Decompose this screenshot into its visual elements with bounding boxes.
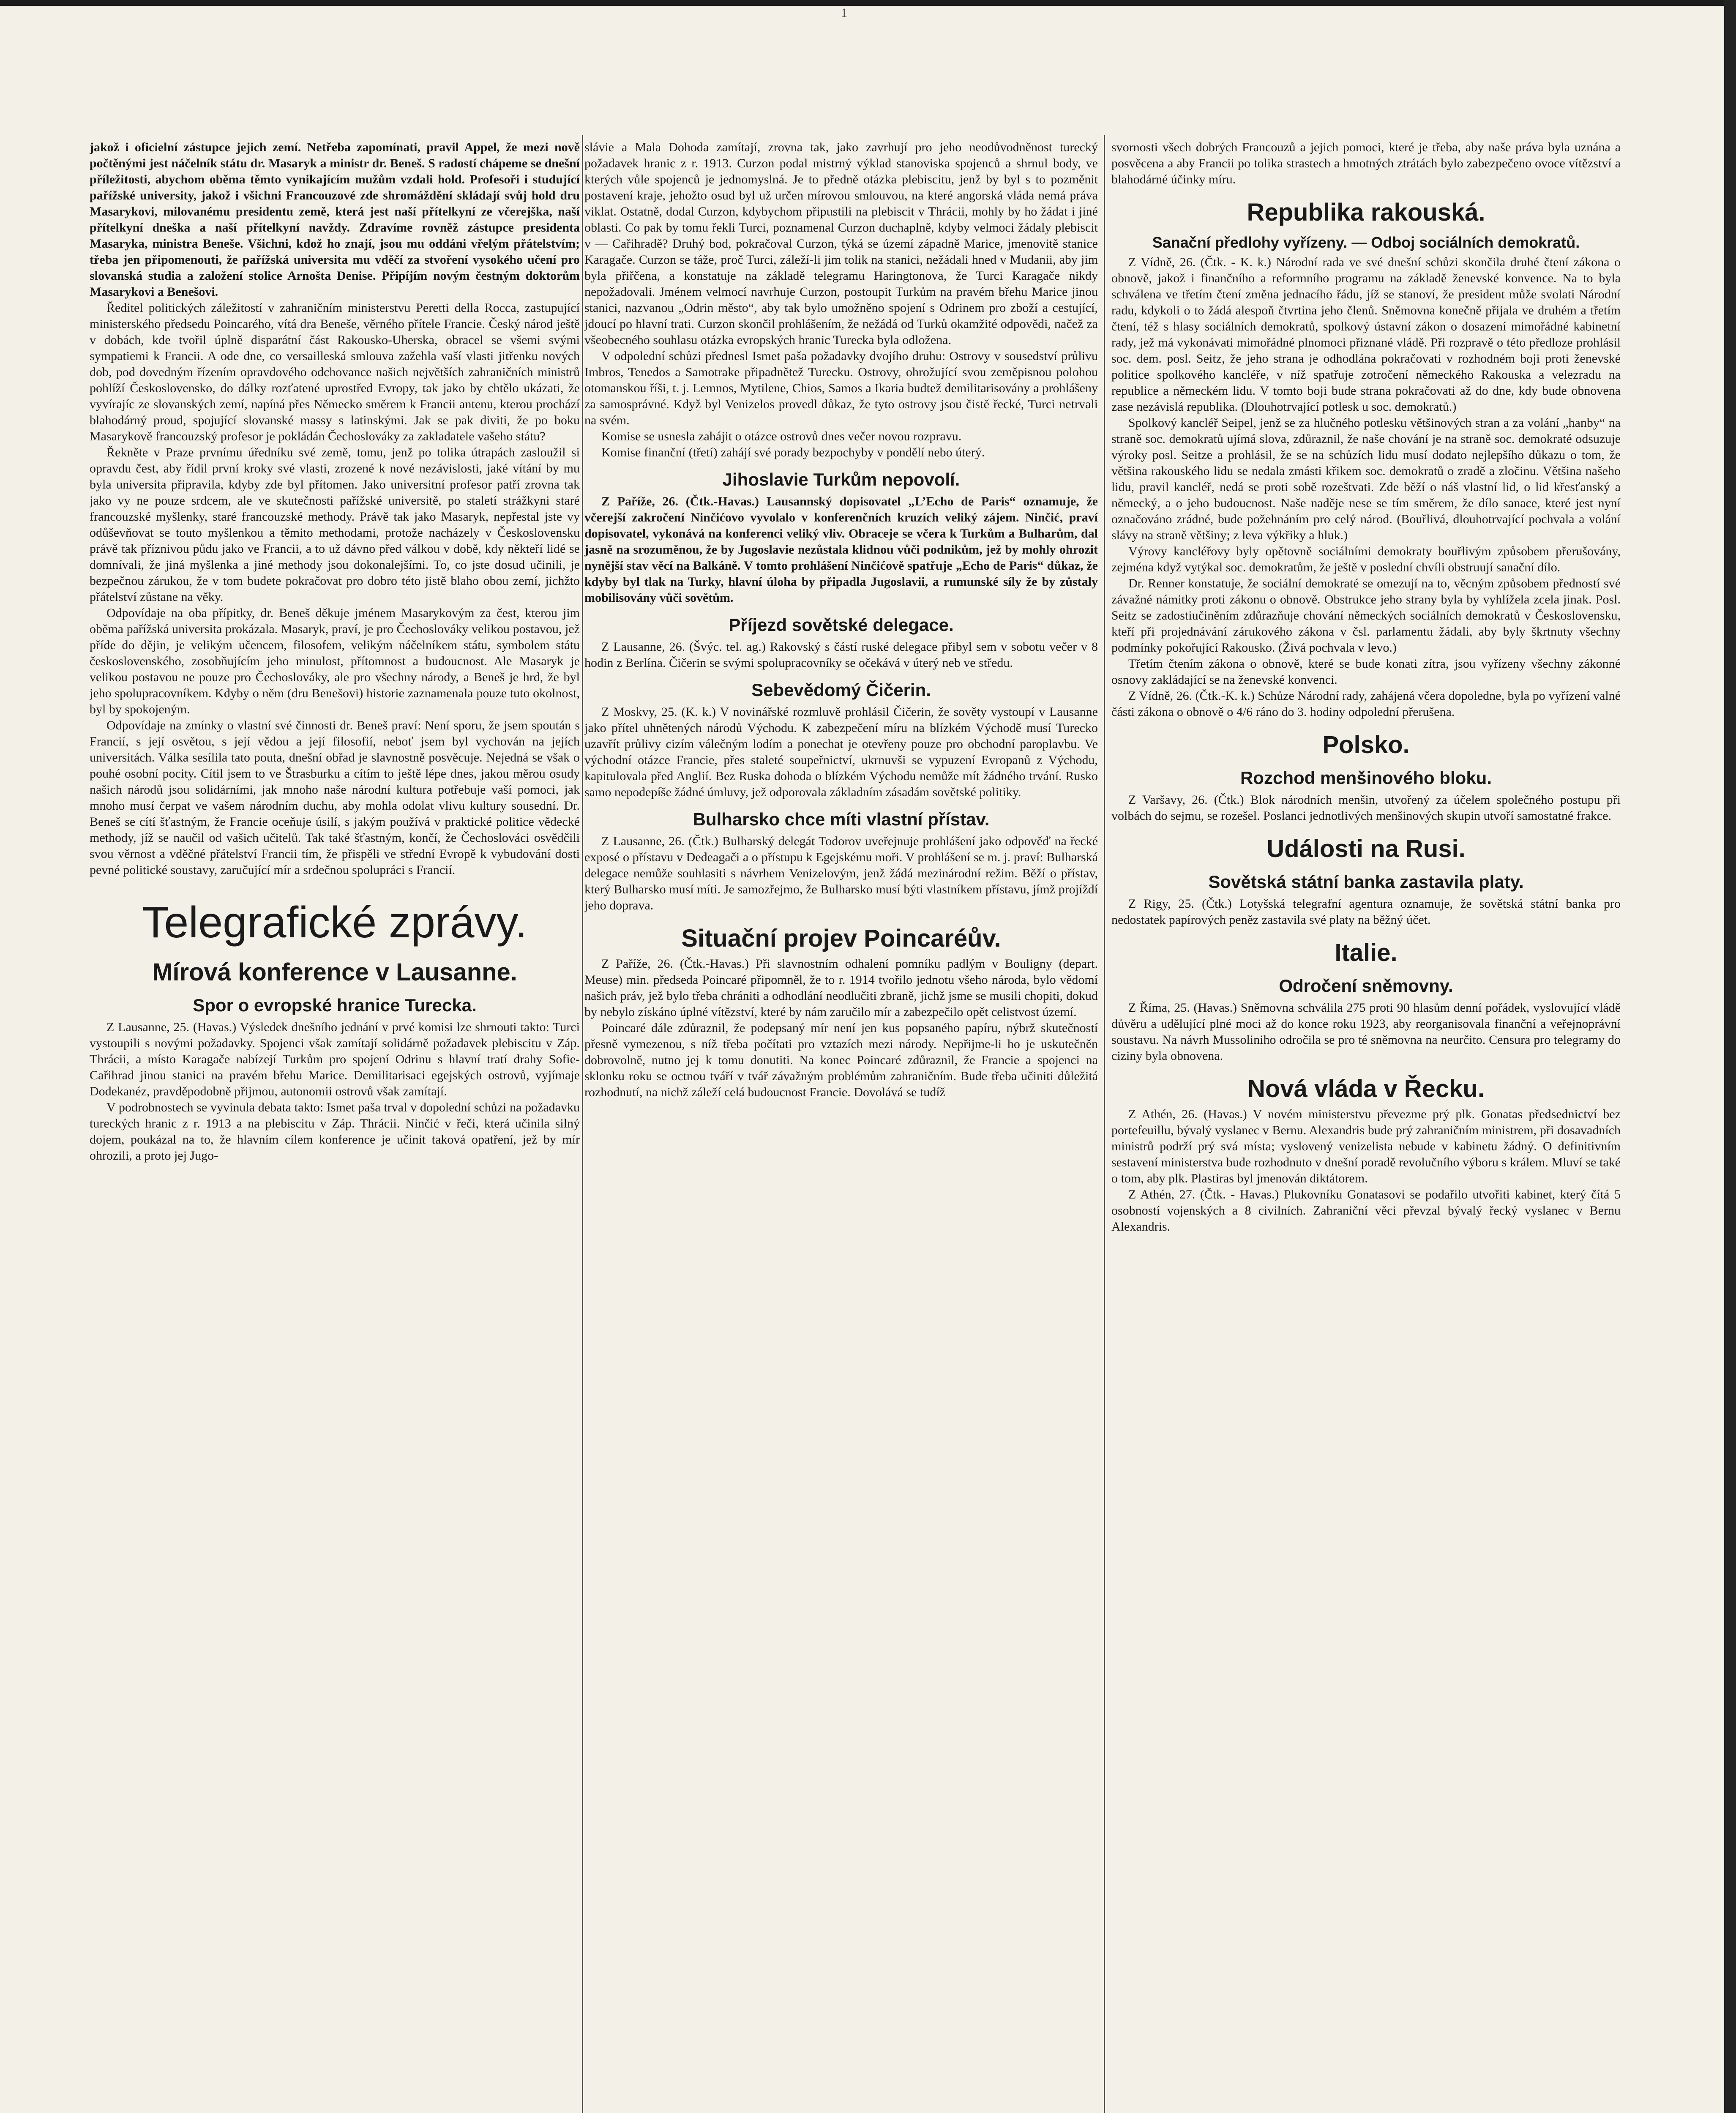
article-paragraph: Třetím čtením zákona o obnově, které se bude konati zítra, jsou vyřízeny všechny zákonné osnovy zakládající se na ženevské konvenci. [1111,657,1621,687]
article-paragraph: Z Athén, 26. (Havas.) V novém ministerstvu převezme prý plk. Gonatas předsednictví bez portefeuillu, bývalý vyslanec v Bernu. Alexandris bude prý zahraničním ministrem, při dosavadních ministrů podrží prý svá místa; vyslovený venizelista nebude v kabinetu žádný. O definitivním sestavení ministerstva bude rozhodnuto v dnešní poradě revolučního výboru s králem. Mluví se také o tom, aby plk. Plastiras byl jmenován diktátorem. [1111,1107,1621,1185]
subheading-minority-bloc: Rozchod menšinového bloku. [1240,768,1492,788]
subheading-soviet-bank: Sovětská státní banka zastavila platy. [1208,872,1524,892]
heading-austria: Republika rakouská. [1247,199,1485,226]
article-paragraph: Odpovídaje na oba přípitky, dr. Beneš děkuje jménem Masarykovým za čest, kterou jim oběma pařížská universita prokázala. Masaryk, praví, je pro Čechoslováky velikou postavou, jež příde do dějin, je velikým učencem, filosofem, velikým náčelníkem státu, symbolem státu československého, zosobňujícím jeho minulost, přítomnost a budoucnost. Ale Masaryk je velikou postavou ne pouze pro Čechoslováky, ale pro všechny národy, a Beneš je hrd, že byl jeho spolupracovníkem. Kdyby o něm (dru Benešovi) historie zaznamenala pouze tuto okolnost, byl by spokojeným. [90,606,580,716]
article-paragraph: Z Rigy, 25. (Čtk.) Lotyšská telegrafní agentura oznamuje, že sovětská státní banka pro nedostatek papírových peněz zastavila své platy na běžný účet. [1111,897,1621,927]
heading-poland: Polsko. [1322,731,1410,759]
heading-italy: Italie. [1335,939,1398,966]
article-paragraph: jakož i oficielní zástupce jejich zemí. Netřeba zapomínati, pravil Appel, že mezi nově počtěnými jest náčelník státu dr. Masaryk a ministr dr. Beneš. S radostí chápeme se dnešní příležitosti, abychom oběma těmto vynikajícím mužům vzdali hold. Profesoři i studující pařížské university, jakož i všichni Francouzové zde shromáždění skládají svůj hold dru Masarykovi, milovanému presidentu země, která jest naší přítelkyní ze včerejška, naší přítelkyní dneška a naší přítelkyní navždy. Zdravíme rovněž zástupce presidenta Masaryka, ministra Beneše. Všichni, kdož ho znají, jsou mu oddáni vřelým přátelstvím; třeba jen připomenouti, že pařížská universita mu vděčí za stvoření vysokého učení pro slovanská studia a založení stolice Arnošta Denise. Připíjím novým čestným doktorům Masarykovi a Benešovi. [90,140,580,299]
column-2 [584,139,1098,2113]
article-paragraph: Z Paříže, 26. (Čtk.-Havas.) Při slavnostním odhalení pomníku padlým v Bouligny (depart. Meuse) min. předseda Poincaré připomněl, že to r. 1914 tvořilo jednotu všeho národa, bylo vědomí našich práv, jež bylo třeba chrániti a odhodlání neodlučiti zbraně, jichž jsme se musili chopiti, dokud by nebylo získáno úplné vítězství, které by nám zaručilo mír a zabezpečilo opět celistvost území. [584,957,1098,1019]
article-paragraph: Z Lausanne, 26. (Čtk.) Bulharský delegát Todorov uveřejnuje prohlášení jako odpověď na řecké exposé o přístavu v Dedeagači a o přístupu k Egejskému moři. V prohlášení se m. j. praví: Bulharská delegace nemůže souhlasiti s návrhem Venizelovým, jenž žádá mezinárodní režim. Běží o přístav, který Bulharsko musí míti. Je samozřejmo, že Bulharsko musí býti vlastníkem přístavu, jímž projíždí jeho doprava. [584,834,1098,912]
column-3 [1111,139,1621,2113]
article-paragraph: svornosti všech dobrých Francouzů a jejich pomoci, které je třeba, aby naše práva byla uznána a posvěcena a aby Francii po tolika strastech a hmotných ztrátách bylo zabezpečeno ovoce vítězství a blahodárné účinky míru. [1111,140,1621,186]
article-paragraph: Z Moskvy, 25. (K. k.) V novinářské rozmluvě prohlásil Čičerin, že sověty vystoupí v Lausanne jako přítel uhnětených národů Východu. K zabezpečení míru na blízkém Východě musí Turecko uzavřít průlivy cizím válečným lodím a ponechat je otevřeny pouze pro obchodní paroplavbu. Ve východní otázce Francie, přes staleté soupeřnictví, ukrnuvši se vypuzení Evropanů z Východu, kapitulovala před Anglií. Bez Ruska dohoda o blízkém Východu nemůže mít žádného trvání. Rusko samo nepodepíše žádné úmluvy, jež odporovala základním zásadám sovětské politiky. [584,705,1098,799]
article-paragraph: Poincaré dále zdůraznil, že podepsaný mír není jen kus popsaného papíru, nýbrž skutečností přesně vymezenou, s níž třeba počítati pro vztazích mezi národy. Nepřijme-li ho je uskutečněn dobrovolně, nutno jej k tomu donutiti. Na konec Poincaré zdůraznil, že Francie a spojenci na sklonku roku se octnou tváří v tvář závažným problémům zahraničním. Bude třeba učiniti důležitá rozhodnutí, na nichž záleží celá budoucnost Francie. Dovolává se tudíž [584,1021,1098,1099]
heading-bulgaria: Bulharsko chce míti vlastní přístav. [693,809,990,829]
heading-poincare: Situační projev Poincaréův. [681,925,1001,952]
subheading-dispute: Spor o evropské hranice Turecka. [193,995,477,1015]
article-paragraph: Z Říma, 25. (Havas.) Sněmovna schválila 275 proti 90 hlasům denní pořádek, vyslovující vládě důvěru a udělující plné moci až do konce roku 1923, aby reorganisovala finanční a veřejnoprávní soustavu. Na návrh Mussoliniho odročila se pro té sněmovna na neurčito. Censura pro telegramy do ciziny byla obnovena. [1111,1001,1621,1063]
article-paragraph: Dr. Renner konstatuje, že sociální demokraté se omezují na to, věcným způsobem předností své závažné námitky proti zákonu o obnově. Obstrukce jeho strany byla by vyhlížela zcela jinak. Posl. Seitz se zadostiučiněním zdůrazňuje chování německých sociálních demokratů v Československu, kteří při projednávání zárukového zákona v čsl. parlamentu žádali, aby byly škrtnuty všechny podmínky pokořující Rakousko. (Živá pochvala v levo.) [1111,576,1621,655]
scan-top-edge [0,0,1736,6]
article-paragraph: Z Vídně, 26. (Čtk.-K. k.) Schůze Národní rady, zahájená včera dopoledne, byla po vyřízení valné části zákona o obnově o 4/6 ráno do 3. hodiny odpolední přerušena. [1111,689,1621,719]
heading-chicherin: Sebevědomý Čičerin. [751,680,931,700]
article-paragraph: V podrobnostech se vyvinula debata takto: Ismet paša trval v dopolední schůzi na požadavku tureckých hranic z r. 1913 a na plebiscitu v Záp. Thrácii. Ninčić v řeči, která učinila silný dojem, poukázal na to, že hlavním cílem konference je učinit taková opatření, jež by mír ohrozili, a proto jej Jugo- [90,1100,580,1163]
article-paragraph: V odpolední schůzi přednesl Ismet paša požadavky dvojího druhu: Ostrovy v sousedství průlivu Imbros, Tenedos a Samotrake připadnětež Turecku. Ostrovy, ohrožující svou zeměpisnou polohou otomanskou říši, t. j. Lemnos, Mytilene, Chios, Samos a Ikaria budtež demilitarisovány a prohlášeny za samosprávné. Když byl Venizelos provedl důkaz, že tyto ostrovy jsou čistě řecké, Turci netrvali na svém. [584,349,1098,427]
article-paragraph: Odpovídaje na zmínky o vlastní své činnosti dr. Beneš praví: Není sporu, že jsem spoután s Francií, s její osvětou, s její vědou a její filosofií, neboť jsem byl vychován na jejích universitách. Válka sesílila tato pouta, dnešní obřad je slavnostně posvěcuje. Nejedná se však o pouhé osobní pocity. Cítil jsem to ve Štrasburku a cítím to ještě lépe dnes, jakou měrou osudy našich národů jsou solidárními, jak mnoho naše národní kultura potřebuje vaší pomoci, jak mnoho musí čerpat ve vašem národním duchu, aby mohla odolat vlivu kultury sousední. Dr. Beneš se cítí šťastným, že Francie oceňuje úsilí, s jakým používá v praktické politice vědecké methody, jíž se naučil od vašich učitelů. Tak také šťastným, končí, že Čechoslováci osvědčili svou věrnost a vděčné přátelství Francii tím, že přispěli ve střední Evropě k vybudování dosti pevné politické soustavy, zaručující mír a srdečnou spolupráci s Francií. [90,718,580,877]
article-paragraph: Z Vídně, 26. (Čtk. - K. k.) Národní rada ve své dnešní schůzi skončila druhé čtení zákona o obnově, jakož i finančního a reformního programu na základě ženevské konvence. Na to byla schválena ve třetím čtení změna jednacího řádu, jíž se stanoví, že president může svolati Národní radu, kdykoli o to žádá alespoň čtvrtina jeho členů. Sněmovna konečně přijala ve druhém a třetím čtení, též s hlasy sociálních demokratů, spolkový ústavní zákon o dosazení mimořádné kabinetní rady, jež má vykonávati mimořádné plnomoci přiznané vládě. Při rozpravě o této předloze prohlásil soc. dem. posl. Seitz, že jeho strana je odhodlána pokračovati v rozhodném boji proti ženevské politice spolkového kancléře, v níž spatřuje zotročení německého Rakouska a velezradu na republice a německém lidu. V tomto boji bude strana pokračovati až do dne, kdy bude obnovena zase nezávislá republika. (Dlouhotrvající potlesk u soc. demokratů.) [1111,255,1621,414]
article-paragraph: slávie a Mala Dohoda zamítají, zrovna tak, jako zavrhují pro jeho neodůvodněnost turecký požadavek hranic z r. 1913. Curzon podal mistrný výklad stanoviska spojenců a shrnul body, ve kterých vůle spojenců je jednomyslná. Je to předně otázka plebiscitu, jenž by byl s to pozměnit postavení kraje, jehožto osud byl už určen mírovou smlouvou, na které angorská vláda nemá práva viklat. Ostatně, dodal Curzon, kdybychom připustili na plebiscit v Thrácii, mohly by ho žádat i jiné oblasti. Co pak by tomu řekli Turci, poznamenal Curzon duchaplně, kdyby velmoci žádaly plebiscit v — Cařihradě? Druhý bod, pokračoval Curzon, týká se území západně Marice, jmenovitě stanice Karagače. Curzon se táže, proč Turci, záleží-li jim tolik na stanici, nežádali hned v Mudanii, aby jim byla přiřčena, a konstatuje na základě telegramu Haringtonova, že Turci Karagače nikdy nepožadovali. Jménem velmocí navrhuje Curzon, postoupit Turkům na pravém břehu Marice jinou stanici, nazvanou „Odrin město“, aby tak bylo umožněno spojení s Odrinem pro zboží a cestující, jdoucí po hlavní trati. Curzon skončil prohlášením, že nežádá od Turků okamžité odpovědi, načež za všeobecného souhlasu otázka evropských hranic Turecka byla odložena. [584,140,1098,347]
article-paragraph: Komise finanční (třetí) zahájí své porady bezpochyby v pondělí nebo úterý. [601,445,985,459]
heading-peace-conference: Mírová konference v Lausanne. [152,958,517,986]
subheading-sanation: Sanační předlohy vyřízeny. — Odboj sociálních demokratů. [1152,234,1580,251]
column-1 [90,139,580,2113]
heading-greece: Nová vláda v Řecku. [1247,1075,1485,1103]
heading-yugoslavia: Jihoslavie Turkům nepovolí. [722,470,960,489]
heading-russia: Události na Rusi. [1267,835,1466,863]
subheading-chamber: Odročení sněmovny. [1279,976,1453,996]
article-paragraph: Z Lausanne, 25. (Havas.) Výsledek dnešního jednání v prvé komisi lze shrnouti takto: Turci vystoupili s novými požadavky. Spojenci však zamítají solidárně požadavek plebiscitu v Záp. Thrácii, a místo Karagače nabízejí Turkům pro spojení Odrinu s hlavní tratí drahy Sofie-Cařihrad jinou stanici na pravém břehu Marice. Demilitarisaci egejských ostrovů, vyjímaje Dodekanéz, pravděpodobně přijmou, autonomii ostrovů však zamítají. [90,1020,580,1098]
page-mark: 1 [841,6,847,20]
article-paragraph: Ředitel politických záležitostí v zahraničním ministerstvu Peretti della Rocca, zastupující ministerského předsedu Poincarého, vítá dra Beneše, věrného přítele Francie. Český národ ještě v dobách, kde tvořil úplně disparátní část Rakousko-Uherska, obracel se všemi svými sympatiemi k Francii. A ode dne, co versailleská smlouva zažehla vaší vlasti jitřenku nových dob, pod dovedným řízením opravdového odchovance našich největších zahraničních ministrů pohlíží Československo, do dálky rozťatené uprostřed Evropy, tak jako by chtělo ukázati, že vyvírajíc ze slovanských zemí, napíná přes Německo směrem k Francii antenu, kterou prochází blahodárný proud, spojující slovanské massy s latinskými. Jak se pak diviti, že po boku Masarykově francouzský profesor je pokládán Čechoslováky za zakladatele vašeho státu? [90,301,580,443]
article-paragraph: Z Athén, 27. (Čtk. - Havas.) Plukovníku Gonatasovi se podařilo utvořiti kabinet, který čítá 5 osobností vojenských a 8 civilních. Zahraniční věci převzal bývalý řecký vyslanec v Bernu Alexandris. [1111,1188,1621,1234]
article-paragraph: Spolkový kancléř Seipel, jenž se za hlučného potlesku většinových stran a za volání „hanby“ na straně soc. demokratů ujímá slova, zdůraznil, že naše chování je na straně soc. demokraté odsuzuje výroky posl. Seitze a prohlásil, že se na schůzích lidu musí dodato nejlepšího důkazu o tom, že většina rakouského lidu se nedala zmásti křikem soc. demokratů o zradě a zločinu. Většina našeho lidu, pravil kancléř, nedá se proti sobě rozeštvati. Zde běží o náš vlastní lid, o lid křesťanský a německý, a o jeho budoucnost. Naše naděje nese se tím směrem, že dílo sanace, které jest nyní označováno zrádné, bude požehnáním pro celý národ. (Bouřlivá, dlouhotrvající pochvala a volání slávy na straně většiny; z leva výkřiky a hluk.) [1111,416,1621,542]
article-paragraph: Výrovy kancléřovy byly opětovně sociálními demokraty bouřlivým způsobem přerušovány, zejména když vytýkal soc. demokratům, že ještě v poslední chvíli obstruují sanační dílo. [1111,544,1621,574]
article-paragraph: Z Varšavy, 26. (Čtk.) Blok národních menšin, utvořený za účelem společného postupu při volbách do sejmu, se rozešel. Poslanci jednotlivých menšinových skupin utvoří samostatné frakce. [1111,793,1621,823]
article-paragraph: Komise se usnesla zahájit o otázce ostrovů dnes večer novou rozpravu. [601,429,962,443]
heading-soviet-delegation: Příjezd sovětské delegace. [729,615,954,635]
column-rule-1 [582,135,583,2113]
article-paragraph: Z Paříže, 26. (Čtk.-Havas.) Lausannský dopisovatel „L’Echo de Paris“ oznamuje, že včerejší zakročení Ninčićovo vyvolalo v konferenčních kruzích veliký zájem. Ninčić, praví dopisovatel, vykonává na konferenci veliký vliv. Obraceje se včera k Turkům a Bulharům, dal jasně na srozuměnou, že by Jugoslavie nezůstala klidnou vůči podnikům, jež by mohly ohrozit nynější stav věcí na Balkáně. V tomto prohlášení Ninčićově spatřuje „Echo de Paris“ důkaz, že kdyby byl tlak na Turky, hlavní úloha by připadla Jugoslavii, a rumunské síly že by zůstaly mobilisovány vůči sovětům. [584,494,1098,605]
article-paragraph: Řekněte v Praze prvnímu úředníku své země, tomu, jenž po tolika útrapách zasloužil si opravdu čest, aby řídil první kroky své vlasti, zrozené k nové nezávislosti, jaké vítání by mu byla universita připravila, kdyby zde byl přítomen. Jako universitní profesor patří zrovna tak jako vy ne pouze srdcem, ale ve skutečnosti pařížské universitě, po staletí strážkyni staré francouzské myšlenky, staré francouzské methody. Právě tak jako Masaryk, nepřestal jste vy odůševňovat se touto myšlenkou a těmito methodami, protože nacházely v Československu právě tak příznivou půdu jako ve Francii, a to už dávno před válkou v době, kdy někteří lidé se domnívali, že jiná myšlenka a jiné methody jsou dokonalejšími. To, co jste dosud učinili, je bezpečnou zárukou, že v tom budete pokračovat pro dobro této jistě blaho obou zemí, jichžto přátelství zůstane na věky. [90,445,580,604]
article-paragraph: Z Lausanne, 26. (Švýc. tel. ag.) Rakovský s částí ruské delegace přibyl sem v sobotu večer v 8 hodin z Berlína. Čičerin se svými spolupracovníky se očekává v úterý neb ve středu. [584,640,1098,670]
section-heading-telegrams: Telegrafické zprávy. [142,898,527,947]
column-rule-2 [1104,135,1105,2113]
scan-right-edge [1724,0,1736,2113]
